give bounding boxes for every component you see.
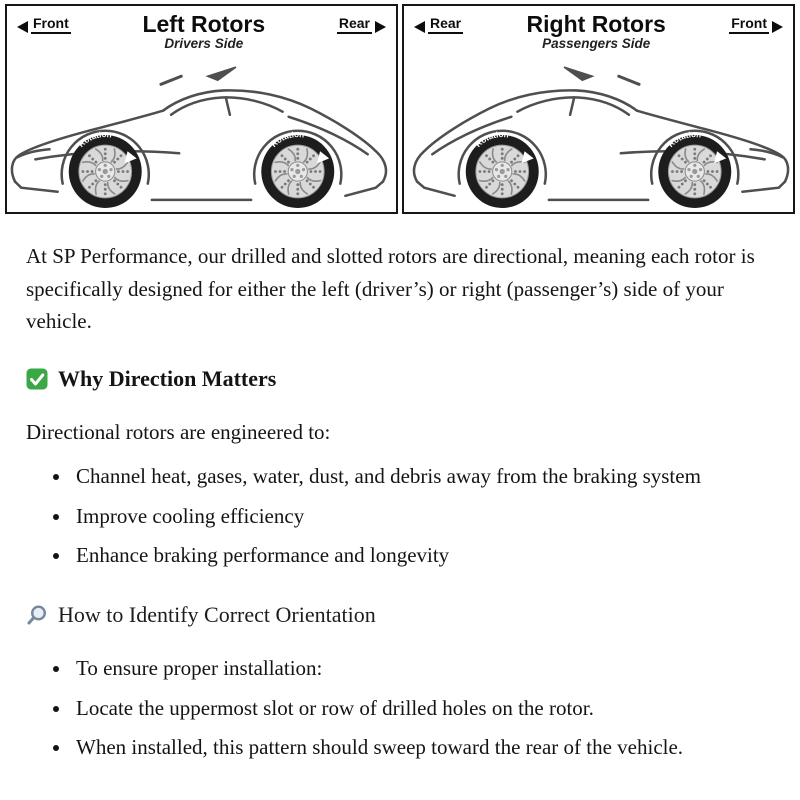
direction-label: Rear	[428, 15, 463, 34]
arrow-left-icon	[414, 21, 425, 33]
article-body	[0, 216, 800, 800]
direction-label: Front	[31, 15, 71, 34]
list-item: • To ensure proper installation:	[72, 652, 774, 685]
panel-title: Left Rotors	[142, 11, 266, 37]
rear-direction-arrow	[337, 15, 386, 34]
magnifier-icon	[26, 604, 48, 626]
arrow-left-icon	[17, 21, 28, 33]
direction-label: Rear	[337, 15, 372, 34]
why-direction-matters-heading	[26, 362, 774, 396]
heading-text: Why Direction Matters	[58, 365, 277, 391]
right-panel-titles	[463, 12, 729, 51]
car-left-illustration	[7, 58, 396, 210]
direction-label: Front	[729, 15, 769, 34]
rotor-direction-diagram	[0, 0, 800, 216]
front-direction-arrow	[17, 15, 71, 34]
panel-subtitle: Drivers Side	[164, 36, 244, 52]
why-lead: Directional rotors are engineered to:	[26, 419, 331, 444]
arrow-right-icon	[772, 21, 783, 33]
panel-title: Right Rotors	[526, 11, 666, 37]
list-item: • When installed, this pattern should sweep toward the rear of the vehicle.	[72, 731, 774, 764]
list-item: • Enhance braking performance and longevity	[72, 539, 774, 572]
rotation-label: Rotation	[269, 130, 305, 150]
right-panel-header	[404, 10, 793, 53]
left-panel-header	[7, 10, 396, 53]
rear-direction-arrow	[414, 15, 463, 34]
arrow-right-icon	[375, 21, 386, 33]
car-right-illustration	[404, 58, 793, 210]
left-rotors-panel	[5, 4, 398, 214]
heading-text: How to Identify Correct Orientation	[58, 601, 376, 627]
list-item: • Improve cooling efficiency	[72, 500, 774, 533]
panel-subtitle: Passengers Side	[542, 36, 651, 52]
rotation-label: Rotation	[76, 130, 113, 150]
right-rotors-panel	[402, 4, 795, 214]
how-bullet-list	[26, 652, 774, 764]
intro-paragraph: At SP Performance, our drilled and slotted rotors are directional, meaning each rotor is specifically designed for either the left (driver’s) or right (passenger’s) side of your vehicle.	[26, 244, 755, 334]
list-item: • Channel heat, gases, water, dust, and debris away from the braking system	[72, 460, 774, 493]
rotation-label: Rotation	[666, 130, 702, 150]
list-item: • Locate the uppermost slot or row of drilled holes on the rotor.	[72, 692, 774, 725]
left-panel-titles	[71, 12, 337, 51]
front-direction-arrow	[729, 15, 783, 34]
how-to-identify-heading	[26, 598, 774, 632]
why-bullet-list	[26, 460, 774, 572]
rotation-label: Rotation	[473, 130, 510, 150]
check-icon	[26, 368, 48, 390]
